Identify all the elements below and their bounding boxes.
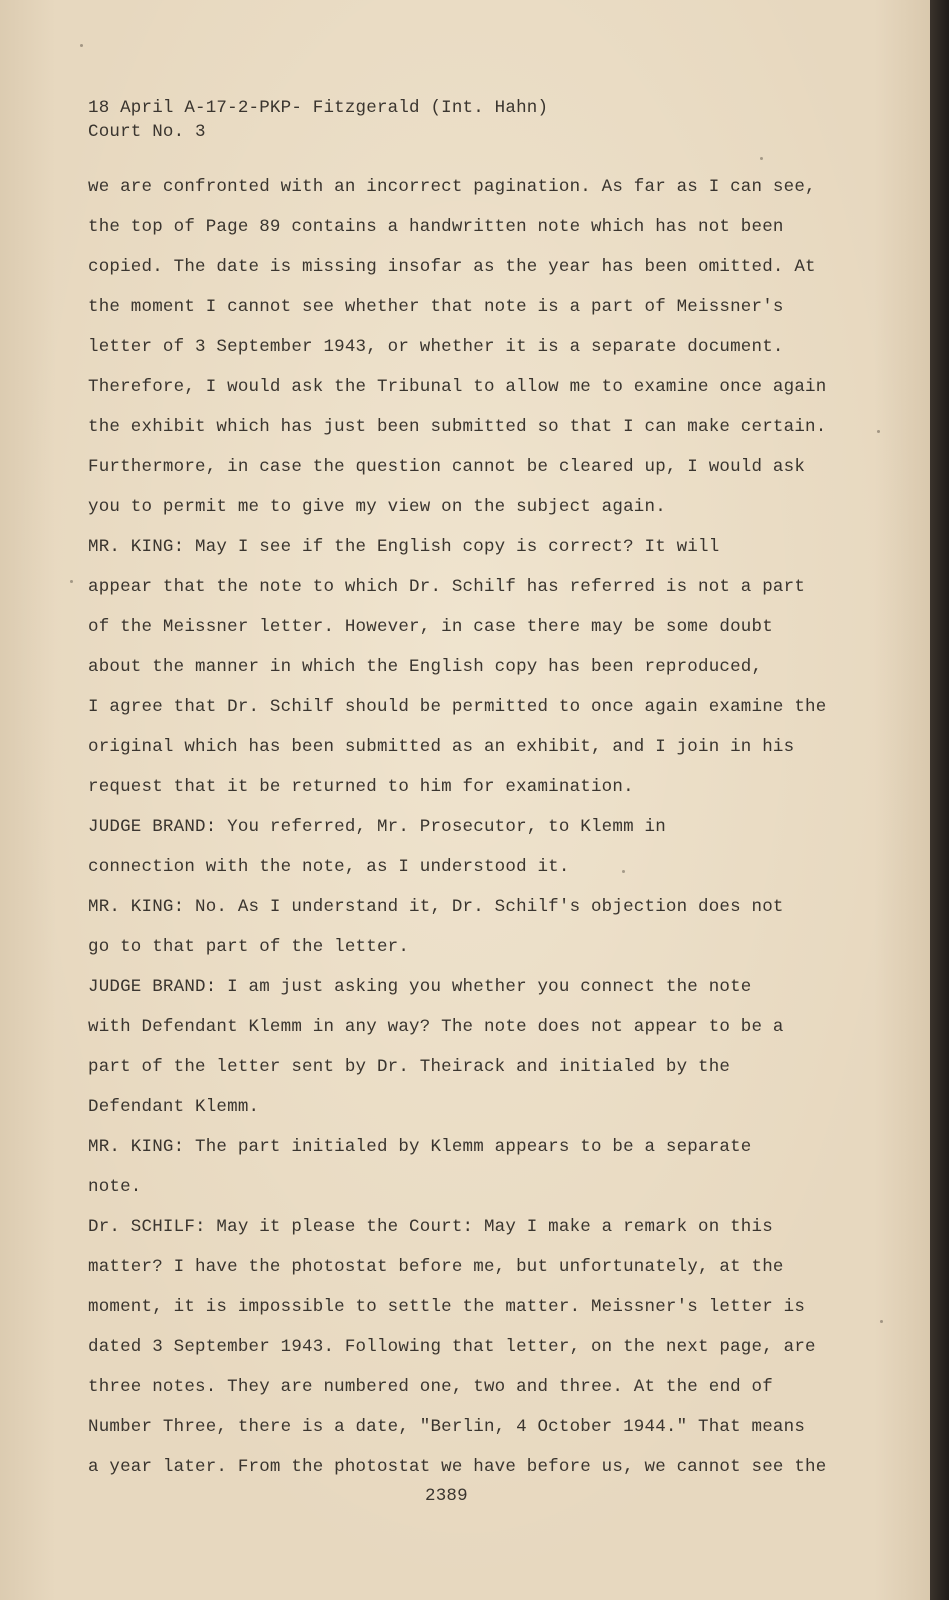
scan-edge xyxy=(930,0,949,1600)
page-number: 2389 xyxy=(425,1486,468,1506)
text-line: connection with the note, as I understood it. xyxy=(88,857,570,877)
text-line: I agree that Dr. Schilf should be permitted to once again examine the xyxy=(88,697,827,717)
text-line: the exhibit which has just been submitted so that I can make certain. xyxy=(88,417,827,437)
text-line: original which has been submitted as an exhibit, and I join in his xyxy=(88,737,795,757)
text-line: three notes. They are numbered one, two and three. At the end of xyxy=(88,1377,773,1397)
paper-speck xyxy=(877,430,880,433)
text-line: with Defendant Klemm in any way? The note does not appear to be a xyxy=(88,1017,784,1037)
text-line: you to permit me to give my view on the subject again. xyxy=(88,497,666,517)
paper-speck xyxy=(760,157,763,160)
text-line: request that it be returned to him for examination. xyxy=(88,777,634,797)
header-line-1: 18 April A-17-2-PKP- Fitzgerald (Int. Hahn) xyxy=(88,98,549,118)
header-line-2: Court No. 3 xyxy=(88,122,206,142)
text-line: Defendant Klemm. xyxy=(88,1097,260,1117)
text-line: of the Meissner letter. However, in case there may be some doubt xyxy=(88,617,773,637)
text-line: letter of 3 September 1943, or whether it is a separate document. xyxy=(88,337,784,357)
paper-speck xyxy=(880,1320,883,1323)
text-line: JUDGE BRAND: I am just asking you whether you connect the note xyxy=(88,977,752,997)
text-line: a year later. From the photostat we have before us, we cannot see the xyxy=(88,1457,827,1477)
text-line: moment, it is impossible to settle the matter. Meissner's letter is xyxy=(88,1297,806,1317)
paper-speck xyxy=(80,44,83,47)
text-line: the top of Page 89 contains a handwritten note which has not been xyxy=(88,217,784,237)
text-line: Number Three, there is a date, "Berlin, 4 October 1944." That means xyxy=(88,1417,806,1437)
text-line: part of the letter sent by Dr. Theirack and initialed by the xyxy=(88,1057,731,1077)
text-line: Therefore, I would ask the Tribunal to allow me to examine once again xyxy=(88,377,827,397)
text-line: Furthermore, in case the question cannot be cleared up, I would ask xyxy=(88,457,806,477)
text-line: Dr. SCHILF: May it please the Court: May I make a remark on this xyxy=(88,1217,773,1237)
text-line: dated 3 September 1943. Following that letter, on the next page, are xyxy=(88,1337,816,1357)
text-line: matter? I have the photostat before me, but unfortunately, at the xyxy=(88,1257,784,1277)
text-line: MR. KING: The part initialed by Klemm appears to be a separate xyxy=(88,1137,752,1157)
text-line: we are confronted with an incorrect pagination. As far as I can see, xyxy=(88,177,816,197)
text-line: the moment I cannot see whether that note is a part of Meissner's xyxy=(88,297,784,317)
text-line: JUDGE BRAND: You referred, Mr. Prosecutor, to Klemm in xyxy=(88,817,666,837)
page-header xyxy=(88,96,548,144)
text-line: MR. KING: May I see if the English copy is correct? It will xyxy=(88,537,720,557)
text-line: note. xyxy=(88,1177,142,1197)
text-line: MR. KING: No. As I understand it, Dr. Schilf's objection does not xyxy=(88,897,784,917)
text-line: appear that the note to which Dr. Schilf has referred is not a part xyxy=(88,577,806,597)
paper-speck xyxy=(70,580,73,583)
text-line: copied. The date is missing insofar as the year has been omitted. At xyxy=(88,257,816,277)
paper-speck xyxy=(622,870,625,873)
text-line: go to that part of the letter. xyxy=(88,937,410,957)
text-line: about the manner in which the English copy has been reproduced, xyxy=(88,657,763,677)
